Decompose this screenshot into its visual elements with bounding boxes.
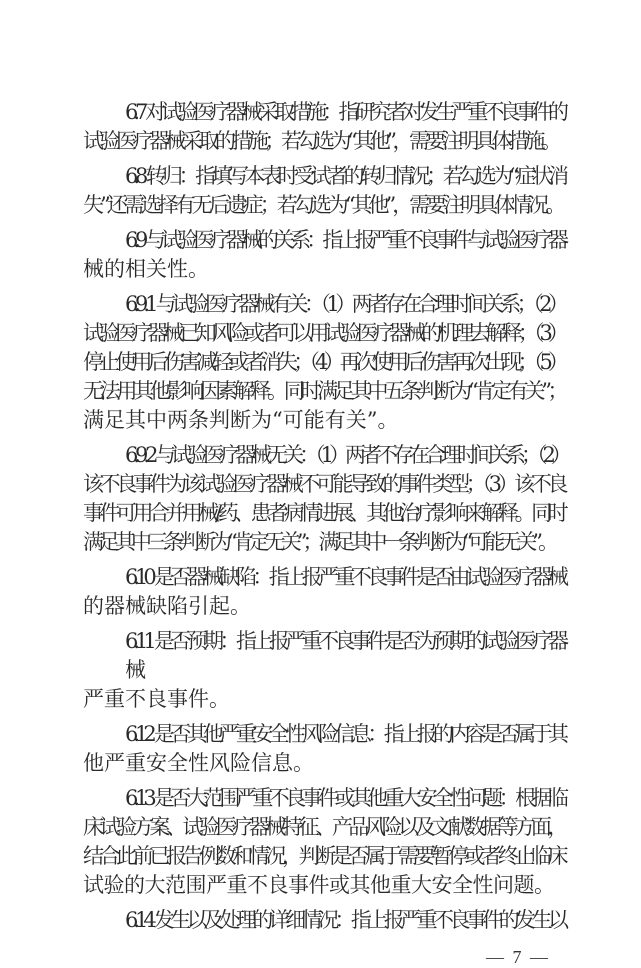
- text-line: 6.9 与试验医疗器械的关系：指上报严重不良事件与试验医疗器: [125, 228, 564, 252]
- text-line: 6.14 发生以及处理的详细情况：指上报严重不良事件的发生以: [125, 908, 564, 932]
- text-line: 床试验方案、试验医疗器械特征、产品风险以及文献数据等方面，: [83, 815, 564, 839]
- text-line: 的器械缺陷引起。: [83, 594, 251, 618]
- text-line: 6.13 是否大范围严重不良事件或其他重大安全性问题：根据临: [125, 786, 564, 810]
- text-line: 满足其中三条判断为“肯定无关”；满足其中一条判断为“可能无关”。: [83, 530, 554, 554]
- text-line: 6.10 是否器械缺陷：指上报严重不良事件是否由试验医疗器械: [125, 565, 564, 589]
- text-line: 试验医疗器械采取的措施；若勾选为“其他”，需要注明具体措施。: [83, 129, 558, 153]
- paragraph: [83, 563, 564, 621]
- text-line: 无法用其他影响因素解释。同时满足其中五条判断为“肯定有关”；: [83, 379, 564, 403]
- text-line: 该不良事件为该试验医疗器械不可能导致的事件类型；（3）该不良: [83, 472, 564, 496]
- paragraph: [83, 627, 564, 714]
- paragraph: [83, 720, 564, 778]
- text-line: 6.12 是否其他严重安全性风险信息：指上报的内容是否属于其: [125, 722, 564, 746]
- text-line: 他严重安全性风险信息。: [83, 751, 314, 775]
- text-line: 停止使用后伤害减轻或者消失；（4）再次使用后伤害再次出现；（5）: [83, 350, 564, 374]
- text-line: 严重不良事件。: [83, 687, 230, 711]
- text-line: 6.8 转归：指填写本表时受试者的转归情况；若勾选为“症状消: [125, 164, 564, 188]
- text-line: 6.9.2 与试验医疗器械无关：（1）两者不存在合理时间关系；（2）: [125, 443, 567, 467]
- paragraph: [83, 441, 567, 557]
- paragraph: [83, 784, 564, 900]
- text-line: 6.11 是否预期：指上报严重不良事件是否为预期的试验医疗器械: [125, 629, 564, 682]
- paragraph: [83, 226, 564, 284]
- text-line: 6.9.1 与试验医疗器械有关：（1）两者存在合理时间关系；（2）: [125, 292, 564, 316]
- paragraph: [83, 162, 564, 220]
- document-body: [83, 98, 567, 941]
- paragraph: [83, 98, 564, 156]
- text-line: 失”还需选择有无后遗症；若勾选为“其他”，需要注明具体情况。: [83, 193, 563, 217]
- paragraph: [83, 906, 564, 935]
- text-line: 事件可用合并用械/药、患者病情进展、其他治疗影响来解释。同时: [83, 501, 565, 525]
- page-number: — 7 —: [486, 947, 550, 967]
- text-line: 试验的大范围严重不良事件或其他重大安全性问题。: [83, 873, 555, 897]
- text-line: 试验医疗器械已知风险或者可以用试验医疗器械的机理去解释；（3）: [83, 321, 564, 345]
- text-line: 满足其中两条判断为“可能有关”。: [83, 408, 399, 432]
- text-line: 结合此前已报告例数和情况，判断是否属于需要暂停或者终止临床: [83, 844, 564, 868]
- paragraph: [83, 290, 564, 435]
- text-line: 械的相关性。: [83, 257, 209, 281]
- text-line: 6.7 对试验医疗器械采取措施：指研究者对发生严重不良事件的: [125, 100, 564, 124]
